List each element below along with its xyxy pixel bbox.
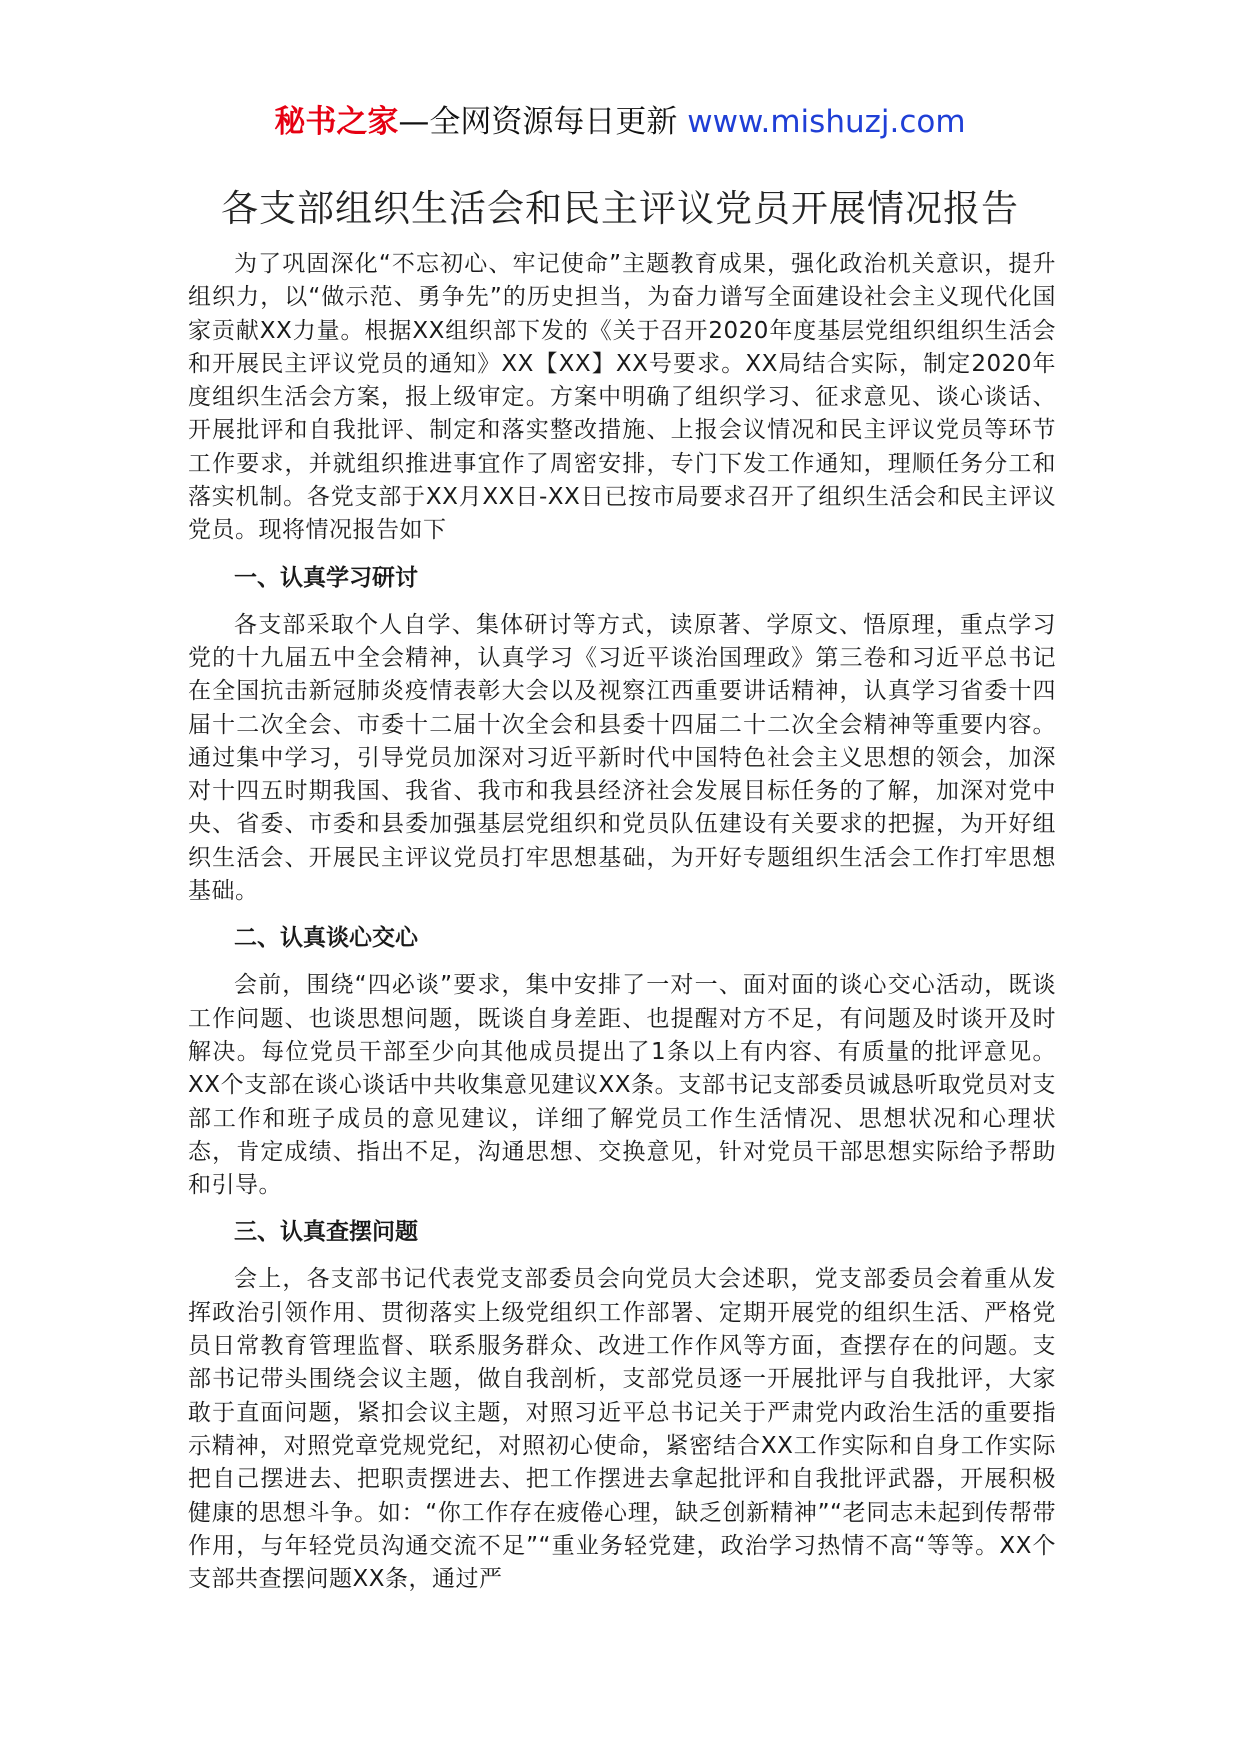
document-body (188, 248, 1056, 1596)
section-body-study: 各支部采取个人自学、集体研讨等方式，读原著、学原文、悟原理，重点学习党的十九届五中全会精神，认真学习《习近平谈治国理政》第三卷和习近平总书记在全国抗击新冠肺炎疫情表彰大会以及视察江西重要讲话精神，认真学习省委十四届十二次全会、市委十二届十次全会和县委十四届二十二次全会精神等重要内容。通过集中学习，引导党员加深对习近平新时代中国特色社会主义思想的领会，加深对十四五时期我国、我省、我市和我县经济社会发展目标任务的了解，加深对党中央、省委、市委和县委加强基层党组织和党员队伍建设有关要求的把握，为开好组织生活会、开展民主评议党员打牢思想基础，为开好专题组织生活会工作打牢思想基础。 (188, 611, 1056, 905)
section-heading-problems: 三、认真查摆问题 (234, 1219, 418, 1246)
intro-paragraph: 为了巩固深化“不忘初心、牢记使命”主题教育成果，强化政治机关意识，提升组织力，以“做示范、勇争先”的历史担当，为奋力谱写全面建设社会主义现代化国家贡献XX力量。根据XX组织部下发的《关于召开2020年度基层党组织组织生活会和开展民主评议党员的通知》XX【XX】XX号要求。XX局结合实际，制定2020年度组织生活会方案，报上级审定。方案中明确了组织学习、征求意见、谈心谈话、开展批评和自我批评、制定和落实整改措施、上报会议情况和民主评议党员等环节工作要求，并就组织推进事宜作了周密安排，专门下发工作通知，理顺任务分工和落实机制。各党支部于XX月XX日-XX日已按市局要求召开了组织生活会和民主评议党员。现将情况报告如下 (188, 251, 1056, 544)
banner-tagline: —全网资源每日更新 (398, 104, 688, 140)
site-banner (0, 100, 1240, 144)
document-title: 各支部组织生活会和民主评议党员开展情况报告 (221, 187, 1019, 230)
banner-brand: 秘书之家 (274, 104, 399, 140)
section-body-talk: 会前，围绕“四必谈”要求，集中安排了一对一、面对面的谈心交心活动，既谈工作问题、也谈思想问题，既谈自身差距、也提醒对方不足，有问题及时谈开及时解决。每位党员干部至少向其他成员提出了1条以上有内容、有质量的批评意见。XX个支部在谈心谈话中共收集意见建议XX条。支部书记支部委员诚恳听取党员对支部工作和班子成员的意见建议，详细了解党员工作生活情况、思想状况和心理状态，肯定成绩、指出不足，沟通思想、交换意见，针对党员干部思想实际给予帮助和引导。 (188, 972, 1056, 1199)
section-heading-study: 一、认真学习研讨 (234, 564, 418, 591)
banner-site-link[interactable]: www.mishuzj.com (687, 104, 966, 140)
section-body-problems: 会上，各支部书记代表党支部委员会向党员大会述职，党支部委员会着重从发挥政治引领作用、贯彻落实上级党组织工作部署、定期开展党的组织生活、严格党员日常教育管理监督、联系服务群众、改进工作作风等方面，查摆存在的问题。支部书记带头围绕会议主题，做自我剖析，支部党员逐一开展批评与自我批评，大家敢于直面问题，紧扣会议主题，对照习近平总书记关于严肃党内政治生活的重要指示精神，对照党章党规党纪，对照初心使命，紧密结合XX工作实际和自身工作实际把自己摆进去、把职责摆进去、把工作摆进去拿起批评和自我批评武器，开展积极健康的思想斗争。如：“你工作存在疲倦心理，缺乏创新精神”“老同志未起到传帮带作用，与年轻党员沟通交流不足”“重业务轻党建，政治学习热情不高“等等。XX个支部共查摆问题XX条，通过严 (188, 1266, 1056, 1593)
section-heading-talk: 二、认真谈心交心 (234, 925, 418, 952)
